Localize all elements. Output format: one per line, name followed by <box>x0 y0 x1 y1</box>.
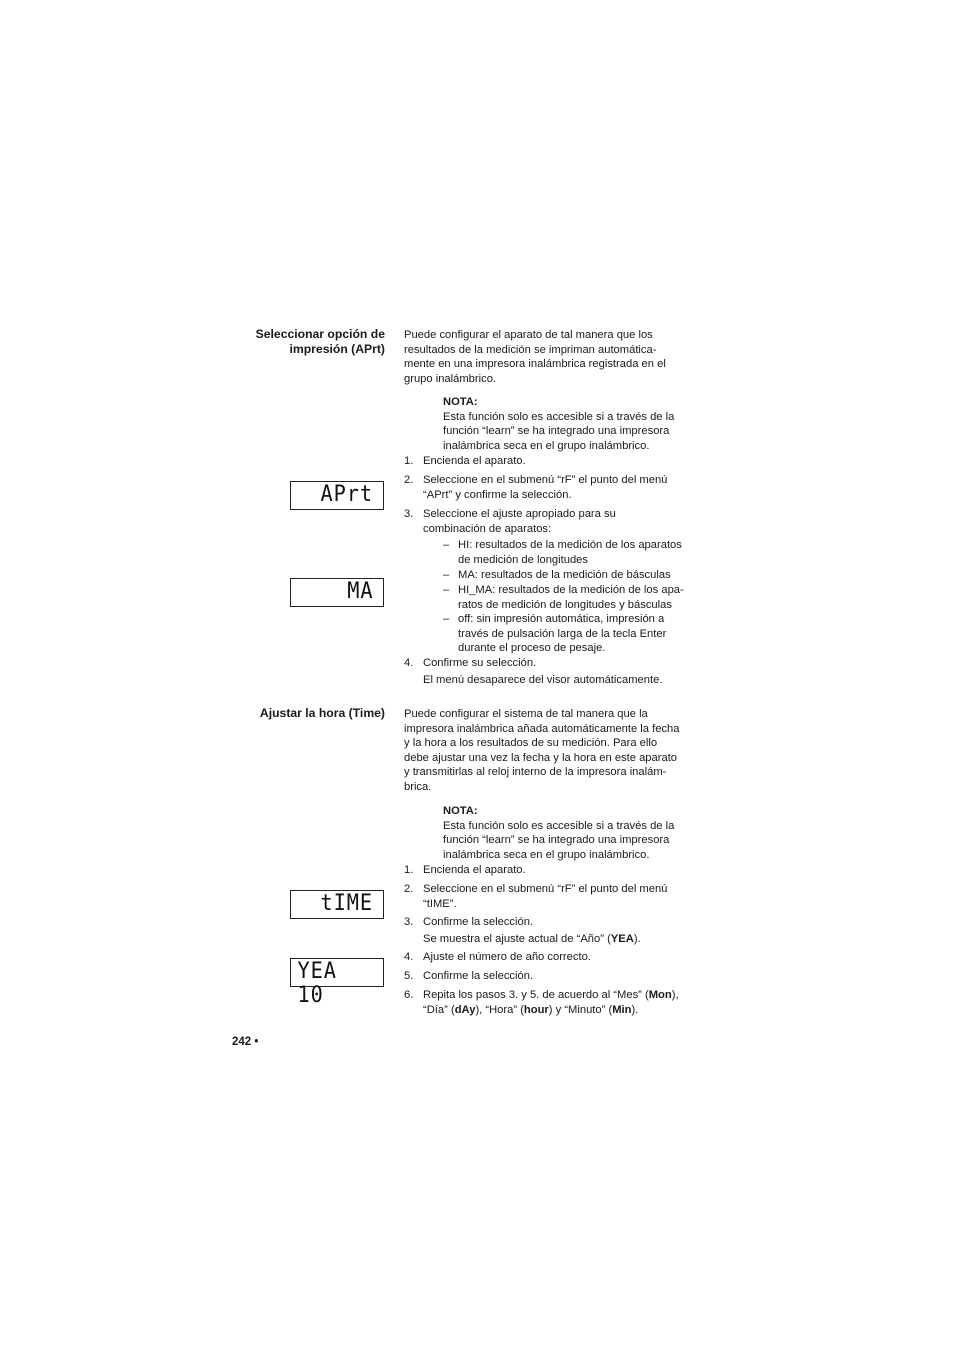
note-block <box>443 804 703 862</box>
text-line: grupo inalámbrico. <box>404 372 497 385</box>
step-number: 5. <box>404 970 414 982</box>
step-text: Seleccione el ajuste apropiado para su <box>423 508 616 520</box>
dash: – <box>443 613 450 625</box>
lcd-display-year <box>290 958 384 1008</box>
step-item <box>404 882 704 911</box>
step-text: Confirme la selección. <box>423 970 534 982</box>
step-number: 4. <box>404 657 414 669</box>
step-text: Encienda el aparato. <box>423 864 526 876</box>
dash: – <box>443 539 450 551</box>
text-fragment-bold: Mon <box>648 989 672 1001</box>
intro-paragraph <box>404 707 704 795</box>
text-fragment-bold: YEA <box>610 932 634 945</box>
step-item <box>404 473 704 502</box>
step-number: 1. <box>404 864 414 876</box>
option-text: través de pulsación larga de la tecla Enter <box>458 627 667 640</box>
lcd-text: MA <box>346 579 373 604</box>
step-number: 3. <box>404 508 414 520</box>
note-title: NOTA: <box>443 396 478 408</box>
text-line: función “learn” se ha integrado una impresora <box>443 425 670 438</box>
step-text: “tIME”. <box>423 897 457 910</box>
text-fragment: ), “Hora” ( <box>475 1003 524 1016</box>
text-fragment: ). <box>631 1003 639 1016</box>
step-item <box>404 863 704 878</box>
step-item <box>404 950 704 965</box>
text-fragment: ) y “Minuto” ( <box>548 1003 613 1016</box>
step-text <box>423 932 704 947</box>
option-item <box>443 612 703 656</box>
step-item <box>404 656 704 687</box>
step-number: 1. <box>404 455 414 467</box>
option-text: durante el proceso de pesaje. <box>458 642 606 655</box>
lcd-display-time <box>290 890 384 919</box>
lcd-display-ma <box>290 578 384 607</box>
lcd-text: tIME <box>320 891 373 916</box>
note-block <box>443 395 703 453</box>
option-item <box>443 538 703 567</box>
section-heading-time <box>185 706 385 721</box>
lcd-text: YEA 10 <box>297 959 337 1008</box>
text-line: Esta función solo es accesible si a través de la <box>443 819 675 832</box>
step-item <box>404 507 704 536</box>
step-number: 6. <box>404 989 414 1001</box>
step-number: 2. <box>404 883 414 895</box>
option-item <box>443 583 703 612</box>
step-text: El menú desaparece del visor automáticamente. <box>423 673 663 686</box>
step-text <box>423 1003 704 1018</box>
text-fragment-bold: Min <box>612 1003 632 1016</box>
option-item <box>443 568 703 583</box>
option-text: HI_MA: resultados de la medición de los apa- <box>458 584 684 596</box>
step-text: Confirme la selección. <box>423 916 534 928</box>
dash: – <box>443 569 450 581</box>
text-line: debe ajustar una vez la fecha y la hora en este aparato <box>404 751 678 764</box>
text-fragment: ), <box>671 989 679 1001</box>
step-item <box>404 454 704 469</box>
step-text: Confirme su selección. <box>423 657 537 669</box>
step-text: Seleccione en el submenú “rF” el punto del menú <box>423 883 668 895</box>
heading-line: Ajustar la hora (Time) <box>259 706 385 720</box>
option-text: off: sin impresión automática, impresión a <box>458 613 665 625</box>
text-fragment: Repita los pasos 3. y 5. de acuerdo al “Mes” ( <box>423 989 649 1001</box>
text-line: Puede configurar el sistema de tal manera que la <box>404 708 648 720</box>
text-line: y la hora a los resultados de su medición. Para ello <box>404 737 658 750</box>
option-text: MA: resultados de la medición de básculas <box>458 569 671 581</box>
page-number: 242 • <box>232 1036 259 1048</box>
text-line: inalámbrica seca en el grupo inalámbrico. <box>443 439 650 452</box>
option-text: de medición de longitudes <box>458 553 588 566</box>
option-text: ratos de medición de longitudes y básculas <box>458 598 672 611</box>
text-line: y transmitirlas al reloj interno de la impresora inalám- <box>404 766 667 779</box>
text-line: resultados de la medición se impriman automática- <box>404 343 657 356</box>
step-text: “APrt” y confirme la selección. <box>423 488 572 501</box>
step-text: combinación de aparatos: <box>423 522 552 535</box>
note-title: NOTA: <box>443 805 478 817</box>
heading-line: Seleccionar opción de <box>255 327 385 341</box>
lcd-display-aprt <box>290 481 384 510</box>
step-text: Encienda el aparato. <box>423 455 526 467</box>
step-number: 4. <box>404 951 414 963</box>
text-line: Puede configurar el aparato de tal manera que los <box>404 329 653 341</box>
step-number: 2. <box>404 474 414 486</box>
lcd-text: APrt <box>320 482 373 507</box>
text-fragment: ). <box>633 932 641 945</box>
text-fragment-bold: hour <box>523 1003 549 1016</box>
text-line: función “learn” se ha integrado una impresora <box>443 834 670 847</box>
text-line: Esta función solo es accesible si a través de la <box>443 410 675 423</box>
section-heading-aprt <box>185 327 385 357</box>
text-line: inalámbrica seca en el grupo inalámbrico. <box>443 848 650 861</box>
text-fragment-bold: dAy <box>454 1003 476 1016</box>
step-item <box>404 988 704 1017</box>
text-line: impresora inalámbrica añada automáticamente la fecha <box>404 722 680 735</box>
step-number: 3. <box>404 916 414 928</box>
step-item <box>404 915 704 946</box>
step-text <box>423 988 704 1003</box>
text-line: brica. <box>404 780 432 793</box>
intro-paragraph <box>404 328 704 386</box>
step-item <box>404 969 704 984</box>
text-fragment: Se muestra el ajuste actual de “Año” ( <box>423 932 611 945</box>
heading-line: impresión (APrt) <box>289 342 385 356</box>
option-text: HI: resultados de la medición de los aparatos <box>458 539 682 551</box>
text-line: mente en una impresora inalámbrica registrada en el <box>404 358 666 371</box>
step-text: Ajuste el número de año correcto. <box>423 951 591 963</box>
step-text: Seleccione en el submenú “rF” el punto del menú <box>423 474 668 486</box>
text-fragment: “Día” ( <box>423 1003 455 1016</box>
dash: – <box>443 584 450 596</box>
